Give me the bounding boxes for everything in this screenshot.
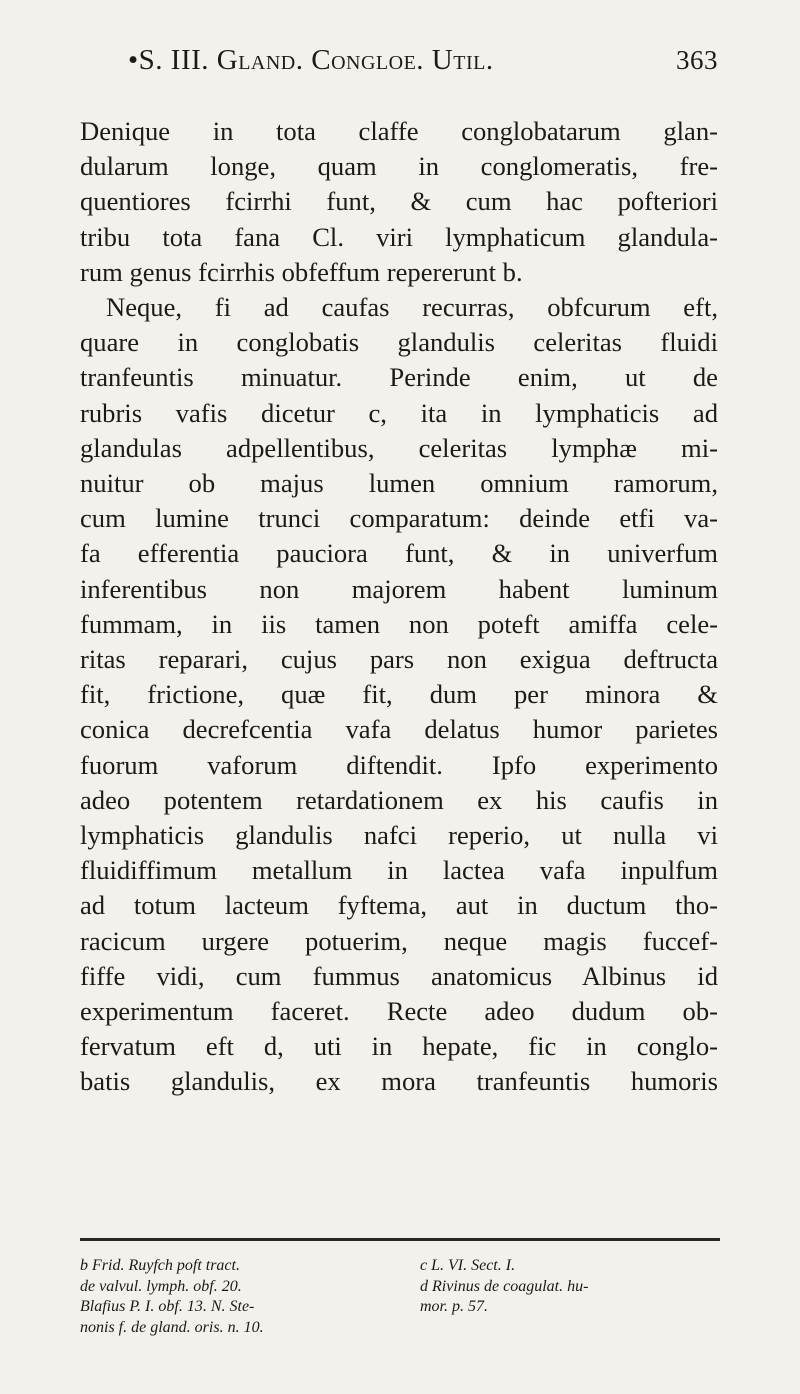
- text-line: tribu tota fana Cl. viri lymphaticum glandula-: [80, 221, 718, 252]
- footnote-rule: [80, 1238, 720, 1241]
- text-line: rum genus fcirrhis obfeffum repererunt b.: [80, 256, 523, 287]
- footnote-line: d Rivinus de coagulat. hu-: [420, 1277, 589, 1295]
- page-number: 363: [676, 45, 718, 75]
- text-line: conica decrefcentia vafa delatus humor parietes: [80, 714, 718, 745]
- text-line: nuitur ob majus lumen omnium ramorum,: [80, 468, 718, 499]
- footnote-line: Blafius P. I. obf. 13. N. Ste-: [80, 1298, 255, 1315]
- running-title: •S. III. Gland. Congloe. Util.: [128, 44, 494, 76]
- body-text: [80, 114, 718, 1100]
- footnote-line: b Frid. Ruyfch poft tract.: [80, 1257, 240, 1274]
- text-line: ritas reparari, cujus pars non exigua deftructa: [80, 644, 718, 675]
- text-line: Neque, fi ad caufas recurras, obfcurum eft,: [106, 292, 718, 323]
- text-line: dularum longe, quam in conglomeratis, fre-: [80, 151, 718, 182]
- text-line: fuorum vaforum diftendit. Ipfo experimento: [80, 749, 718, 780]
- text-line: batis glandulis, ex mora tranfeuntis humoris: [80, 1066, 718, 1097]
- footnote-line: c L. VI. Sect. I.: [420, 1257, 516, 1274]
- footnote-column-right: [420, 1256, 720, 1338]
- text-line: fummam, in iis tamen non poteft amiffa cele-: [80, 608, 718, 639]
- text-line: quentiores fcirrhi funt, & cum hac pofteriori: [80, 186, 718, 217]
- text-line: rubris vafis dicetur c, ita in lymphaticis ad: [80, 397, 718, 428]
- text-line: Denique in tota claffe conglobatarum glan-: [80, 116, 718, 146]
- footnote-line: de valvul. lymph. obf. 20.: [80, 1277, 242, 1295]
- footnote-line: mor. p. 57.: [420, 1298, 489, 1315]
- text-line: fit, frictione, quæ fit, dum per minora &: [80, 679, 718, 710]
- footnote-column-spacer: [280, 1256, 420, 1338]
- text-line: fervatum eft d, uti in hepate, fic in conglo-: [80, 1031, 718, 1062]
- text-line: quare in conglobatis glandulis celeritas fluidi: [80, 327, 718, 358]
- text-line: tranfeuntis minuatur. Perinde enim, ut de: [80, 362, 718, 393]
- text-line: experimentum faceret. Recte adeo dudum ob-: [80, 996, 718, 1027]
- text-line: adeo potentem retardationem ex his caufis in: [80, 784, 718, 815]
- footnote-line: nonis f. de gland. oris. n. 10.: [80, 1318, 264, 1336]
- text-line: cum lumine trunci comparatum: deinde etfi va-: [80, 503, 718, 534]
- footnotes: [80, 1256, 720, 1338]
- footnote-column-left: [80, 1256, 280, 1338]
- text-line: ad totum lacteum fyftema, aut in ductum tho-: [80, 890, 718, 921]
- text-line: lymphaticis glandulis nafci reperio, ut nulla vi: [80, 820, 718, 851]
- text-line: fiffe vidi, cum fummus anatomicus Albinus id: [80, 960, 718, 991]
- text-line: glandulas adpellentibus, celeritas lymphæ mi-: [80, 432, 718, 463]
- text-line: fa efferentia pauciora funt, & in univerfum: [80, 538, 718, 569]
- text-line: racicum urgere potuerim, neque magis fuccef-: [80, 925, 718, 956]
- running-header: [128, 44, 718, 77]
- text-line: inferentibus non majorem habent luminum: [80, 573, 718, 604]
- text-line: fluidiffimum metallum in lactea vafa inpulfum: [80, 855, 718, 886]
